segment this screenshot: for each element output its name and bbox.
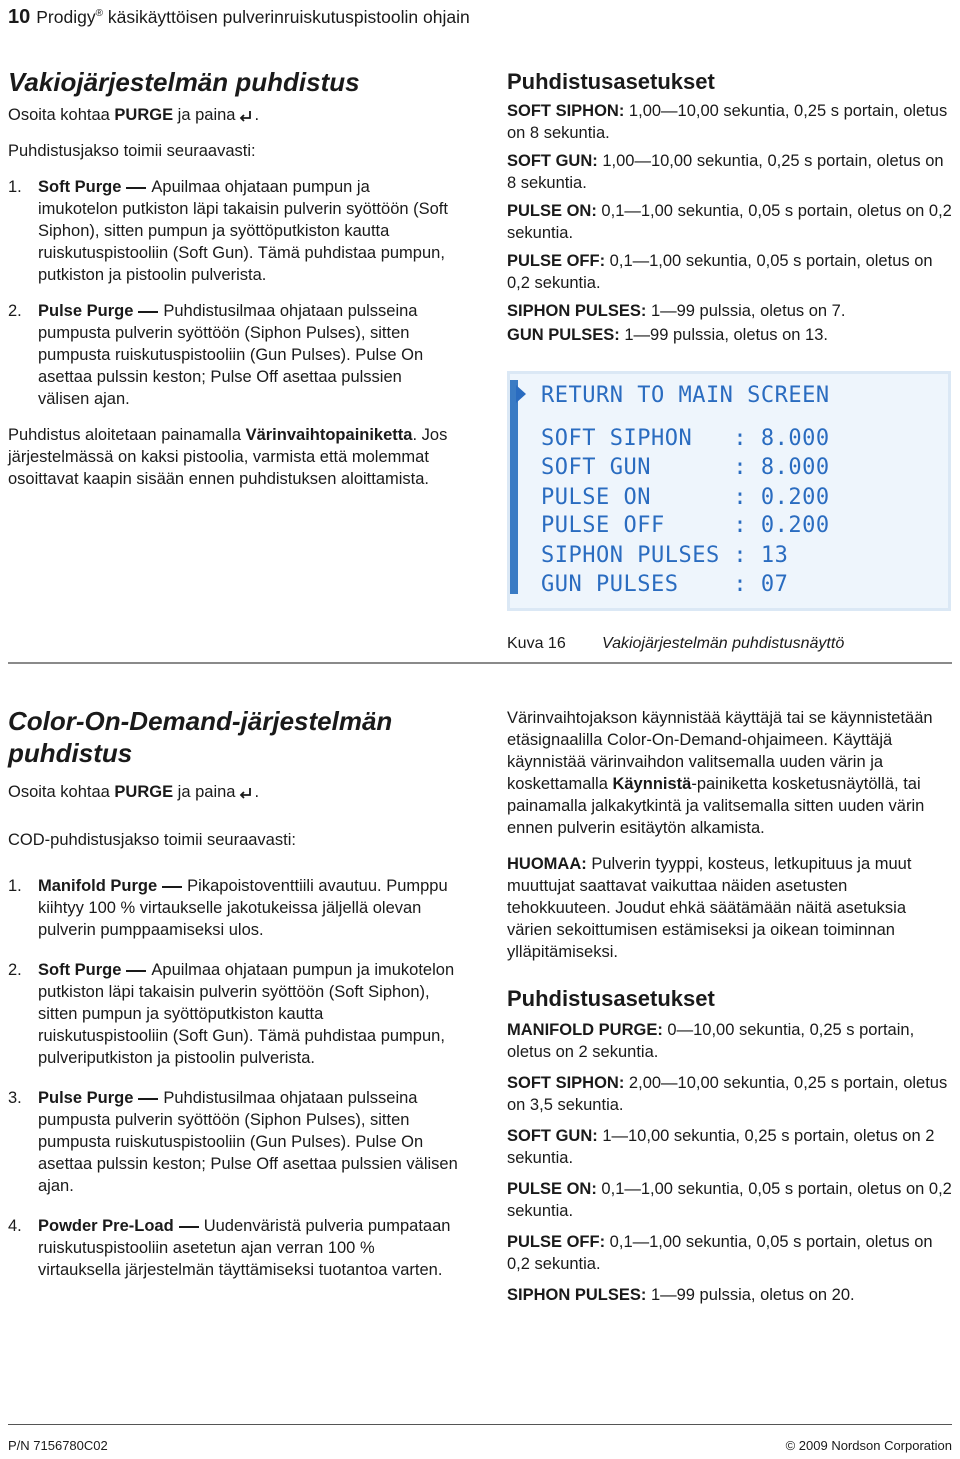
closing-paragraph (8, 424, 448, 490)
list-number: 2. (8, 302, 22, 320)
setting-label: PULSE ON: (507, 202, 597, 220)
setting-label: SOFT SIPHON: (507, 102, 625, 120)
setting-row (507, 100, 953, 144)
purge-screen-display (507, 371, 951, 611)
step-text: Apuilmaa ohjataan pumpun ja imukotelon putkiston läpi takaisin pulverin syöttöön (Soft Siphon), sitten pumpun ja syöttöputkiston kautta ruiskutuspistooliin (Soft Gun). Tämä puhdistaa pumpun, pulveriputkiston ja pistoolin pulverista. (38, 961, 455, 1067)
section-title: Vakiojärjestelmän puhdistus (8, 67, 360, 97)
setting-row (507, 1125, 955, 1169)
page-header (8, 3, 470, 28)
setting-text: 0,1—1,00 sekuntia, 0,05 s portain, oletus on 0,2 sekuntia. (507, 202, 952, 242)
figure-label: Kuva 16 (507, 635, 566, 652)
dash-glyph (126, 187, 146, 189)
setting-label: PULSE OFF: (507, 1233, 606, 1251)
part-number: P/N 7156780C02 (8, 1438, 108, 1453)
intro-bold: PURGE (114, 783, 174, 801)
dash-glyph (138, 1098, 158, 1100)
list-item (8, 176, 448, 286)
screen-return-button[interactable]: RETURN TO MAIN SCREEN (541, 383, 830, 408)
step-text: Pikapoistoventtiili avautuu. Pumppu kiihtyy 100 % virtaukselle jakotukeissa jäljellä olevan pulverin pumppaamiseksi ulos. (38, 877, 448, 939)
section-title-line2: puhdistus (8, 738, 133, 768)
step-text: Puhdistusilmaa ohjataan pulsseina pumpusta pulverin syöttöön (Siphon Pulses), sitten pumpusta ruiskutuspistooliin (Gun Pulses). Pulse On asettaa pulssin keston; Pulse Off asettaa pulssien välisen ajan. (38, 302, 424, 408)
setting-label: SOFT SIPHON: (507, 1074, 625, 1092)
footer-divider (8, 1424, 952, 1425)
list-number: 4. (8, 1217, 22, 1235)
copyright-text: 2009 Nordson Corporation (795, 1438, 952, 1453)
dash-glyph (126, 970, 146, 972)
enter-key-icon (238, 786, 254, 800)
enter-key-icon (238, 109, 254, 123)
intro-paragraph (8, 104, 448, 126)
purge-settings-standard (507, 68, 953, 352)
setting-row (507, 1231, 955, 1275)
setting-text: 2,00—10,00 sekuntia, 0,25 s portain, oletus on 3,5 sekuntia. (507, 1074, 948, 1114)
settings-title: Puhdistusasetukset (507, 69, 715, 94)
setting-text: 1—99 pulssia, oletus on 7. (646, 302, 846, 320)
setting-row (507, 150, 953, 194)
list-number: 3. (8, 1089, 22, 1107)
step-text: Puhdistusilmaa ohjataan pulsseina pumpusta pulverin syöttöön (Siphon Pulses), sitten pumpusta ruiskutuspistooliin (Gun Pulses). Pulse On asettaa pulssin keston; Pulse Off asettaa pulssien välisen ajan. (38, 1089, 458, 1195)
cod-paragraph (507, 707, 955, 839)
setting-label: PULSE OFF: (507, 252, 606, 270)
setting-label: SIPHON PULSES: (507, 302, 647, 320)
start-button-reference: Käynnistä (612, 775, 692, 793)
sequence-intro: Puhdistusjakso toimii seuraavasti: (8, 142, 256, 160)
setting-text: 1,00—10,00 sekuntia, 0,25 s portain, oletus on 8 sekuntia. (507, 102, 948, 142)
copyright-icon: © (785, 1438, 796, 1453)
setting-label: MANIFOLD PURGE: (507, 1021, 663, 1039)
screen-row[interactable]: SIPHON PULSES : 13 (541, 543, 789, 568)
setting-text: 0—10,00 sekuntia, 0,25 s portain, oletus on 2 sekuntia. (507, 1021, 915, 1061)
setting-text: 1—10,00 sekuntia, 0,25 s portain, oletus on 2 sekuntia. (507, 1127, 935, 1167)
section-title: Color-On-Demand-järjestelmän (8, 706, 393, 736)
setting-text: 0,1—1,00 sekuntia, 0,05 s portain, oletus on 0,2 sekuntia. (507, 1233, 933, 1273)
intro-text: Osoita kohtaa (8, 106, 115, 124)
list-number: 1. (8, 877, 22, 895)
intro-text-after: ja paina (173, 783, 236, 801)
dash-glyph (138, 311, 158, 313)
setting-row (507, 200, 953, 244)
figure-caption: Vakiojärjestelmän puhdistusnäyttö (602, 635, 845, 652)
dash-glyph (179, 1226, 199, 1228)
setting-label: SIPHON PULSES: (507, 1286, 647, 1304)
section-divider (8, 662, 952, 664)
screen-row[interactable]: SOFT GUN : 8.000 (541, 455, 830, 480)
note-label: HUOMAA: (507, 855, 587, 873)
intro-period: . (254, 106, 260, 124)
list-item (8, 300, 448, 410)
screen-row[interactable]: PULSE OFF : 0.200 (541, 513, 830, 538)
closing-text: Puhdistus aloitetaan painamalla (8, 426, 246, 444)
intro-text-after: ja paina (173, 106, 236, 124)
step-name: Powder Pre-Load (38, 1217, 174, 1235)
screen-row[interactable]: GUN PULSES : 07 (541, 572, 789, 597)
intro-bold: PURGE (114, 106, 174, 124)
settings-list (507, 1019, 955, 1306)
step-name: Soft Purge (38, 961, 122, 979)
setting-text: 1—99 pulssia, oletus on 13. (619, 326, 828, 344)
page-number: 10 (8, 5, 31, 28)
setting-label: GUN PULSES: (507, 326, 620, 344)
header-title-rest: käsikäyttöisen pulverinruiskutuspistoolin ohjain (102, 6, 470, 27)
setting-label: SOFT GUN: (507, 1127, 598, 1145)
screen-row[interactable]: PULSE ON : 0.200 (541, 485, 830, 510)
list-item (8, 1215, 458, 1281)
step-name: Soft Purge (38, 178, 122, 196)
setting-text: 0,1—1,00 sekuntia, 0,05 s portain, oletus on 0,2 sekuntia. (507, 252, 933, 292)
copyright (786, 1438, 952, 1454)
list-item (8, 959, 458, 1069)
setting-text: 0,1—1,00 sekuntia, 0,05 s portain, oletus on 0,2 sekuntia. (507, 1180, 952, 1220)
setting-row (507, 1178, 955, 1222)
note-text: Pulverin tyyppi, kosteus, letkupituus ja muut muuttujat saattavat vaikuttaa näiden asetusten tehokkuuteen. Joudut ehkä säätämään näitä asetuksia värien sekoittumisen estämiseksi ja oikean toiminnan ylläpitämiseksi. (507, 855, 912, 961)
closing-bold: Värinvaihtopainiketta (245, 426, 413, 444)
setting-row (507, 1019, 955, 1063)
dash-glyph (162, 886, 182, 888)
cod-description (507, 707, 955, 1312)
setting-text: 1—99 pulssia, oletus on 20. (646, 1286, 855, 1304)
screen-side-bar (510, 380, 518, 594)
setting-row (507, 250, 953, 294)
header-title-prefix: Prodigy (36, 6, 96, 27)
step-text: Apuilmaa ohjataan pumpun ja imukotelon putkiston läpi takaisin pulverin syöttöön (Soft Siphon), sitten pumpun ja syöttöputkiston kautta ruiskutuspistooliin (Soft Gun). Tämä puhdistaa pumpun, putkiston ja pistoolin pulverista. (38, 178, 448, 284)
screen-row[interactable]: SOFT SIPHON : 8.000 (541, 426, 830, 451)
setting-label: PULSE ON: (507, 1180, 597, 1198)
selection-arrow-icon (516, 385, 526, 403)
section-standard-purge (8, 66, 448, 490)
settings-title: Puhdistusasetukset (507, 986, 715, 1011)
intro-period: . (254, 783, 260, 801)
setting-row (507, 300, 953, 322)
setting-row (507, 1284, 955, 1306)
list-item (8, 1087, 458, 1197)
sequence-intro: COD-puhdistusjakso toimii seuraavasti: (8, 831, 296, 849)
cod-text-after: -painiketta kosketusnäytöllä, tai painamalla jalkakytkintä ja valitsemalla sitten uuden värin ennen pulverin esitäytön alkamista. (507, 775, 925, 837)
setting-label: SOFT GUN: (507, 152, 598, 170)
intro-paragraph (8, 781, 458, 803)
step-text: Uudenväristä pulveria pumpataan ruiskutuspistooliin asetetun ajan verran 100 % virtauksella järjestelmän täyttämiseksi tuotantoa varten. (38, 1217, 451, 1279)
setting-row (507, 324, 953, 346)
setting-row (507, 1072, 955, 1116)
step-name: Pulse Purge (38, 302, 134, 320)
list-number: 1. (8, 178, 22, 196)
setting-text: 1,00—10,00 sekuntia, 0,25 s portain, oletus on 8 sekuntia. (507, 152, 944, 192)
cod-text: Värinvaihtojakson käynnistää käyttäjä tai se käynnistetään etäsignaalilla Color-On-Demand-ohjaimeen. Käyttäjä käynnistää värinvaihdon valitsemalla uuden värin ja koskettamalla (507, 709, 933, 793)
section-cod-purge (8, 705, 458, 1281)
intro-text: Osoita kohtaa (8, 783, 115, 801)
list-number: 2. (8, 961, 22, 979)
note-paragraph (507, 853, 955, 963)
settings-list (507, 100, 953, 346)
step-name: Pulse Purge (38, 1089, 134, 1107)
step-name: Manifold Purge (38, 877, 158, 895)
list-item (8, 875, 458, 941)
closing-text-after: . Jos järjestelmässä on kaksi pistoolia, varmista että molemmat osoittavat kaapin sisään ennen puhdistuksen aloittamista. (8, 426, 448, 488)
registered-mark: ® (95, 8, 103, 19)
